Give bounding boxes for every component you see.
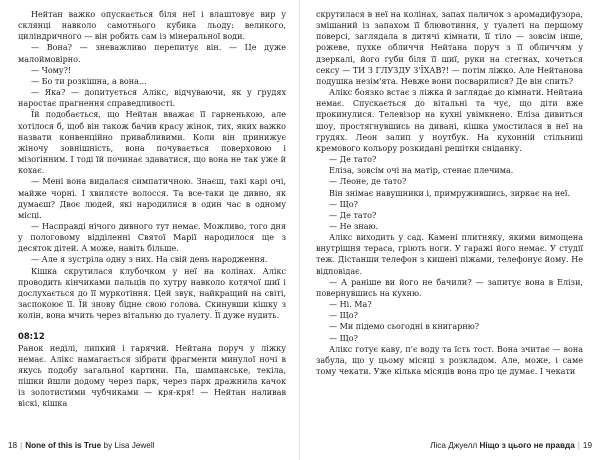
paragraph: — Але я зустріла одну з них. На свій день народження. — [31, 255, 268, 265]
paragraph: — А раніше ви його не бачили? — запитує вона в Елізи, повернувшись на кухню. — [316, 277, 583, 298]
page-number: 18 — [8, 441, 18, 450]
author-name: Lisa Jewell — [114, 441, 155, 450]
paragraph: — Яка? — допитується Алікс, відчуваючи, як у грудях наростає прагнення справедливості. — [18, 88, 286, 109]
paragraph: Їй подобається, що Нейтан вважає її гарненькою, але хотілося б, щоб він також бачив красу жінок, тих, яких важко назвати конвенційно привабливими. Коли він принижує жіночу зовнішність, вона почувається поверховою і мізогінним. І тоді їй починає здаватися, що вона не так уже й кохає. — [18, 110, 286, 176]
paragraph: Алікс боязко встає з ліжка й заглядає до кімнати. Нейтана немає. Спускається до вітальні та чує, що діти вже прокинулися. Телевізор на кухні увімкнено. Еліза дивиться шоу, простягнувшись на дивані, кішка умостилася в неї на грудях. Леон залип у ноутбук. На кухонній стільниці кремового кольору розкидані решітки сніданку. — [316, 88, 583, 153]
author-name: Ліса Джуелл — [430, 441, 478, 450]
paragraph: — Насправді нічого дивного тут немає. Можливо, того дня у пологовому відділенні Святої Марії народилося ще з десяток дітей. А може, навіть більше. — [18, 221, 286, 254]
paragraph: Нейтан важко опускається біля неї і влаштовує вир у склянці навколо самотнього кубика льоду: великого, циліндричного — він робить сам із мінеральної води. — [18, 10, 286, 42]
left-page-text — [18, 9, 286, 409]
paragraph: Ранок неділі, липкий і гарячий. Нейтана поруч у ліжку немає. Алікс намагається зібрати фрагменти минулої ночі в якусь подобу загальної картини. Па, шампанське, текіла, пішки йшли додому через парк, через парк дражнила качок із золотистими чубчиками — кря-кря! — Нейтан наливав віскі, кішка — [18, 343, 286, 409]
book-title: None of this is True — [25, 441, 102, 450]
paragraph: — Де тато? — [329, 210, 377, 220]
section-time-heading: 08:12 — [18, 331, 45, 342]
paragraph: — Що? — [329, 199, 358, 209]
page-number: 19 — [582, 441, 592, 450]
right-page-footer: Ліса Джуелл Ніщо з цього не правда | 19 — [430, 441, 592, 450]
paragraph: — Бо ти розкішна, а вона… — [31, 76, 147, 86]
paragraph: — Ми підемо сьогодні в книгарню? — [329, 322, 480, 332]
byline-by: by — [103, 441, 113, 450]
paragraph: — Що? — [329, 333, 358, 343]
paragraph: — Леоне, де тато? — [329, 177, 407, 187]
paragraph: Кішка скрутилася клубочком у неї на колінах. Алікс проводить кінчиками пальців по хутру навколо котячої шиї і дослухається до її муркотіння. Цей звук, найкращий на світі, заспокоює її. Їй знову бідне свою голова. Скинувши кішку з колін, вона мчить через вітальню до туалету. Її дуже нудить. — [18, 266, 286, 321]
paragraph: — Мені вона видалася симпатичною. Знаєш, такі карі очі, майже чорні. І хвилясте волосся. Та все-таки це дивно, як думаєш? Двоє людей, які народилися в один час в одному місці. — [18, 177, 286, 220]
paragraph: Він знімає навушники і, примружившись, зиркає на неї. — [329, 188, 571, 198]
paragraph: — Не знаю. — [329, 221, 379, 231]
paragraph: Еліза, зовсім очі на матір, стенає плечима. — [329, 166, 514, 176]
paragraph: — Ні. Ма? — [329, 300, 372, 310]
paragraph: — Вона? — зневажливо перепитує він. — Це дуже малоймовірно. — [18, 43, 286, 64]
paragraph: Алікс виходить у сад. Камені плитняку, якими вимощена внутрішня тераса, гріють ноги. У гаражі його немає. У студії теж. Дістанши телефон з кишені піжами, телефонує йому. Не відповідає. — [316, 233, 583, 276]
book-title: Ніщо з цього не правда — [479, 441, 575, 450]
right-page-text — [316, 9, 583, 377]
paragraph: — Чому?! — [31, 65, 72, 75]
right-page — [300, 0, 600, 460]
paragraph: скрутилася в неї на колінах, запах паличок з аромадифузора, змішаний із запахом її блювотиння, у туалеті на першому поверсі, заглядала в дитячі кімнати, її тіло — зовсім інше, рожеве, пухке обличчя Нейтана поруч з її обличчям у дзеркалі, його губи біля її шиї, руки на стегнах, хочеться сексу — ТИ З ГЛУЗДУ З'ЇХАВ?! — потім ліжко. Але Нейтанова подушка незім'ята. Невже вони посварилися? Де він спить? — [316, 10, 583, 86]
paragraph: — Що? — [329, 311, 358, 321]
left-page-footer: 18 | None of this is True by Lisa Jewell — [8, 441, 155, 450]
paragraph: Алікс готує каву, п'є воду та їсть тост. Вона зчитає — вона забула, що у цьому місяці з розкладом. Але, може, і саме тому чекати. Уже кілька місяців вона про це думає. І чекати — [316, 344, 583, 376]
paragraph: — Де тато? — [329, 155, 377, 165]
